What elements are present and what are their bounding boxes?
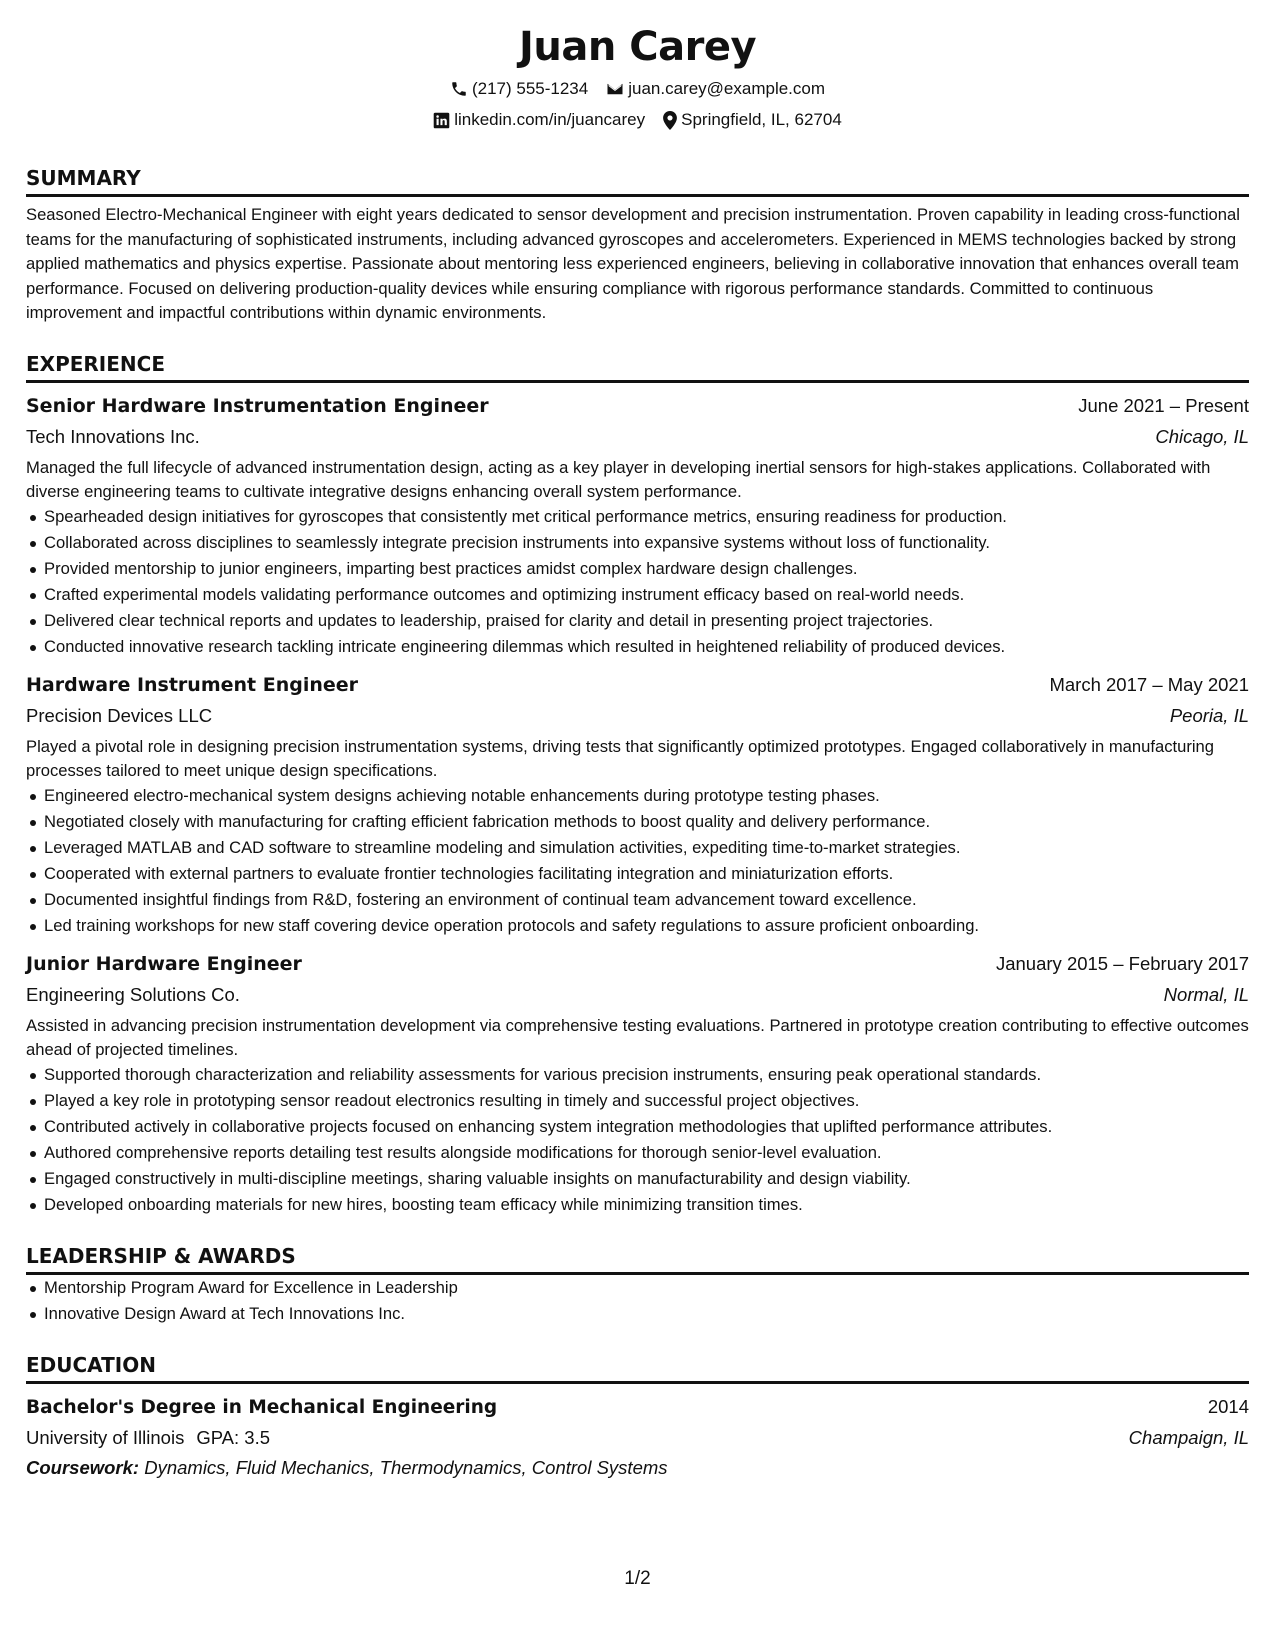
job-location: Chicago, IL	[1155, 425, 1249, 447]
job-dates: March 2017 – May 2021	[1049, 673, 1249, 695]
contact-location	[663, 110, 842, 130]
coursework-list: Dynamics, Fluid Mechanics, Thermodynamics, Control Systems	[144, 1456, 668, 1478]
education-entry	[26, 1392, 1249, 1482]
job-entry	[26, 949, 1249, 1218]
bullet-item: Documented insightful findings from R&D, fostering an environment of continual team advancement toward excellence.	[26, 887, 1249, 913]
job-entry	[26, 670, 1249, 939]
section-title-summary: SUMMARY	[26, 166, 1249, 197]
bullet-item: Provided mentorship to junior engineers, imparting best practices amidst complex hardware design challenges.	[26, 556, 1249, 582]
contact-linkedin[interactable]	[433, 110, 645, 130]
job-bullets	[26, 783, 1249, 939]
job-description: Assisted in advancing precision instrumentation development via comprehensive testing evaluations. Partnered in prototype creation contributing to effective outcomes ahead of projected timelines.	[26, 1015, 1249, 1059]
page-number: 1/2	[624, 1568, 651, 1589]
bullet-item: Delivered clear technical reports and updates to leadership, praised for clarity and detail in presenting project trajectories.	[26, 608, 1249, 634]
phone-number: (217) 555-1234	[471, 79, 589, 98]
email-address[interactable]: juan.carey@example.com	[628, 79, 826, 98]
bullet-item: Authored comprehensive reports detailing test results alongside modifications for thorough senior-level evaluation.	[26, 1140, 1249, 1166]
job-bullets	[26, 1062, 1249, 1218]
coursework-label: Coursework:	[26, 1456, 140, 1478]
bullet-item: Led training workshops for new staff covering device operation protocols and safety regulations to assure proficient onboarding.	[26, 913, 1249, 939]
bullet-item: Spearheaded design initiatives for gyroscopes that consistently met critical performance metrics, ensuring readiness for production.	[26, 504, 1249, 530]
bullet-item: Engineered electro-mechanical system designs achieving notable enhancements during prototype testing phases.	[26, 783, 1249, 809]
experience-section	[26, 352, 1249, 1218]
section-title-awards: LEADERSHIP & AWARDS	[26, 1244, 1249, 1275]
bullet-item: Negotiated closely with manufacturing for crafting efficient fabrication methods to boost quality and delivery performance.	[26, 809, 1249, 835]
contact-email[interactable]	[606, 79, 825, 99]
graduation-year: 2014	[1207, 1395, 1249, 1417]
contact-line-1	[26, 79, 1249, 99]
bullet-item: Contributed actively in collaborative projects focused on enhancing system integration methodologies that uplifted performance attributes.	[26, 1114, 1249, 1140]
contact-phone	[450, 79, 588, 99]
bullet-item: Developed onboarding materials for new hires, boosting team efficacy while minimizing transition times.	[26, 1192, 1249, 1218]
bullet-item: Engaged constructively in multi-discipline meetings, sharing valuable insights on manufacturability and design viability.	[26, 1166, 1249, 1192]
job-location: Normal, IL	[1163, 983, 1249, 1005]
bullet-item: Crafted experimental models validating performance outcomes and optimizing instrument efficacy based on real-world needs.	[26, 582, 1249, 608]
bullet-item: Conducted innovative research tackling intricate engineering dilemmas which resulted in heightened reliability of produced devices.	[26, 634, 1249, 660]
job-title: Junior Hardware Engineer	[26, 952, 302, 975]
company-name: Engineering Solutions Co.	[26, 983, 240, 1005]
envelope-icon	[606, 80, 624, 98]
section-title-experience: EXPERIENCE	[26, 352, 1249, 383]
linkedin-url[interactable]: linkedin.com/in/juancarey	[454, 110, 646, 129]
job-description: Played a pivotal role in designing precision instrumentation systems, driving tests that significantly optimized prototypes. Engaged collaboratively in manufacturing processes tailored to meet unique design specifications.	[26, 736, 1215, 780]
job-dates: June 2021 – Present	[1078, 394, 1249, 416]
education-section	[26, 1353, 1249, 1482]
bullet-item: Cooperated with external partners to evaluate frontier technologies facilitating integration and miniaturization efforts.	[26, 861, 1249, 887]
gpa: GPA: 3.5	[196, 1426, 271, 1448]
map-marker-icon	[663, 111, 677, 130]
awards-section	[26, 1244, 1249, 1327]
section-title-education: EDUCATION	[26, 1353, 1249, 1384]
phone-icon	[450, 80, 468, 98]
summary-section	[26, 166, 1249, 326]
award-item: Innovative Design Award at Tech Innovations Inc.	[26, 1301, 1249, 1327]
job-dates: January 2015 – February 2017	[995, 952, 1249, 974]
school-line	[26, 1423, 270, 1452]
bullet-item: Played a key role in prototyping sensor readout electronics resulting in timely and successful project objectives.	[26, 1088, 1249, 1114]
job-location: Peoria, IL	[1169, 704, 1249, 726]
job-description: Managed the full lifecycle of advanced instrumentation design, acting as a key player in developing inertial sensors for high-stakes applications. Collaborated with diverse engineering teams to cultivate integrative designs enhancing overall system performance.	[26, 457, 1211, 501]
job-title: Hardware Instrument Engineer	[26, 673, 359, 696]
awards-list	[26, 1275, 1249, 1327]
bullet-item: Leveraged MATLAB and CAD software to streamline modeling and simulation activities, expediting time-to-market strategies.	[26, 835, 1249, 861]
school-location: Champaign, IL	[1128, 1426, 1249, 1448]
job-bullets	[26, 504, 1249, 660]
summary-text: Seasoned Electro-Mechanical Engineer with eight years dedicated to sensor development and precision instrumentation. Proven capability in leading cross-functional teams for the manufacturing of sophisticated instruments, including advanced gyroscopes and accelerometers. Experienced in MEMS technologies backed by strong applied mathematics and physics expertise. Passionate about mentoring less experienced engineers, believing in collaborative innovation that enhances overall team performance. Focused on delivering production-quality devices while ensuring compliance with rigorous performance standards. Committed to continuous improvement and impactful contributions within dynamic environments.	[26, 205, 1240, 322]
award-item: Mentorship Program Award for Excellence in Leadership	[26, 1275, 1249, 1301]
candidate-name: Juan Carey	[518, 24, 757, 70]
school-name: University of Illinois	[26, 1426, 185, 1448]
coursework-line	[26, 1453, 1249, 1482]
bullet-item: Collaborated across disciplines to seamlessly integrate precision instruments into expansive systems without loss of functionality.	[26, 530, 1249, 556]
contact-line-2	[26, 110, 1249, 130]
company-name: Tech Innovations Inc.	[26, 425, 200, 447]
bullet-item: Supported thorough characterization and reliability assessments for various precision instruments, ensuring peak operational standards.	[26, 1062, 1249, 1088]
linkedin-icon	[433, 112, 450, 129]
job-title: Senior Hardware Instrumentation Engineer	[26, 394, 489, 417]
company-name: Precision Devices LLC	[26, 704, 213, 726]
degree-title: Bachelor's Degree in Mechanical Engineering	[26, 1396, 498, 1418]
location-text: Springfield, IL, 62704	[681, 110, 842, 129]
job-entry	[26, 391, 1249, 660]
